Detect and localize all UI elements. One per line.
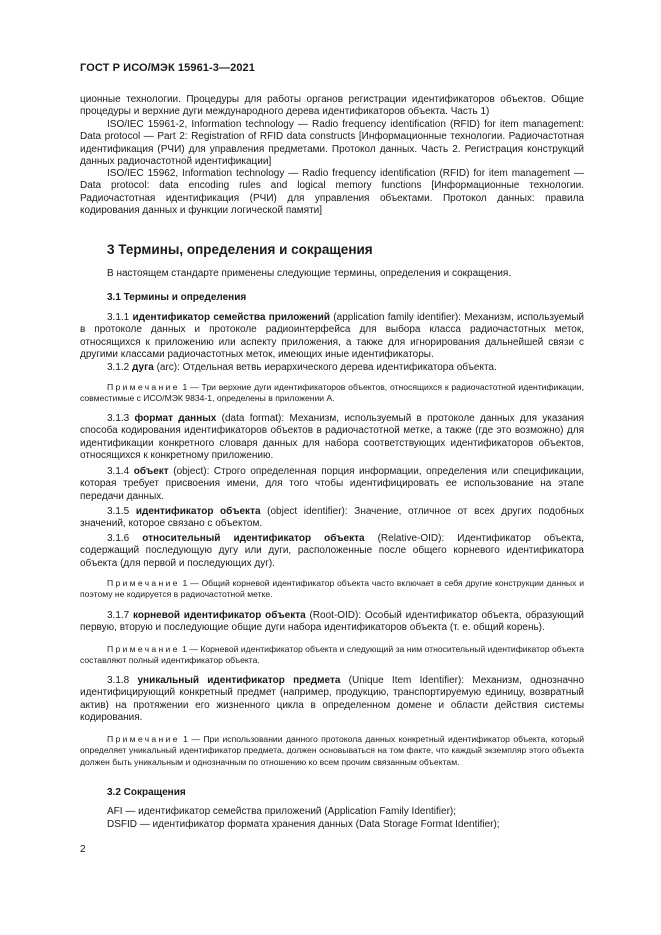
- term-number: 3.1.3: [107, 413, 130, 424]
- term-number: 3.1.2: [107, 362, 130, 373]
- term-name: идентификатор объекта: [135, 506, 261, 517]
- note-label: Примечание: [107, 578, 180, 588]
- term-3-1-3: [80, 413, 584, 462]
- note-label: Примечание: [107, 734, 180, 744]
- term-3-1-8: [80, 675, 584, 724]
- term-definition: (object identifier): Значение, отличное от всех других подобных значений, которое связано с объектом.: [80, 506, 584, 530]
- abbreviation-afi: AFI — идентификатор семейства приложений (Application Family Identifier);: [107, 806, 457, 817]
- term-definition: (arc): Отдельная ветвь иерархического дерева идентификатора объекта.: [153, 362, 497, 373]
- note-3-1-8: [80, 734, 584, 768]
- term-number: 3.1.1: [107, 312, 130, 323]
- page-number: 2: [80, 844, 86, 855]
- abbreviation-dsfid: DSFID — идентификатор формата хранения данных (Data Storage Format Identifier);: [107, 819, 500, 830]
- note-text: 1 — Общий корневой идентификатор объекта часто включает в себя другие конструкции данных и поэтому не кодируется в радиочастотной метке.: [80, 578, 584, 600]
- term-name: дуга: [132, 362, 154, 373]
- note-text: 1 — Три верхние дуги идентификаторов объектов, относящихся к радиочастотной идентификации, совместимые с ИСО/МЭК 9834-1, определены в приложении А.: [80, 382, 584, 404]
- term-3-1-2: [80, 362, 584, 374]
- term-name: относительный идентификатор объекта: [142, 533, 365, 544]
- term-number: 3.1.5: [107, 506, 130, 517]
- subsection-3-1-title: 3.1 Термины и определения: [107, 292, 247, 303]
- note-text: 1 — Корневой идентификатор объекта и следующий за ним относительный идентификатор объекта составляют полный идентификатор объекта.: [80, 644, 584, 666]
- subsection-3-2-title: 3.2 Сокращения: [107, 787, 186, 798]
- note-3-1-7: [80, 644, 584, 667]
- note-label: Примечание: [107, 382, 180, 392]
- term-definition: (Relative-OID): Идентификатор объекта, содержащий последующую дугу или дуги, расположенные после общего корневого идентификатора объекта (для первой и последующих дуг).: [80, 533, 584, 569]
- term-definition: (object): Строго определенная порция информации, определения или спецификации, которая требует присвоения имени, для того чтобы идентифицировать ее использование на этапе передачи данных.: [80, 466, 584, 502]
- term-definition: (Unique Item Identifier): Механизм, однозначно идентифицирующий конкретный предмет (например, продукцию, транспортируемую единицу, возвратный актив) на протяжении его жизненного цикла в определенном домене и области действия системы кодирования.: [80, 675, 585, 723]
- term-name: идентификатор семейства приложений: [132, 312, 331, 323]
- term-name: формат данных: [134, 413, 217, 424]
- term-name: корневой идентификатор объекта: [133, 610, 306, 621]
- term-number: 3.1.6: [107, 533, 130, 544]
- standard-header: ГОСТ Р ИСО/МЭК 15961-3—2021: [80, 62, 255, 74]
- note-text: 1 — При использовании данного протокола данных конкретный идентификатор объекта, который определяет уникальный идентификатор предмета, должен основываться на том факте, что каждый экземпляр этого объекта должен быть уникальным и однозначным по отношению ко всем прочим связанным объектам.: [80, 734, 584, 767]
- note-label: Примечание: [107, 644, 180, 654]
- term-3-1-5: [80, 506, 584, 531]
- term-name: уникальный идентификатор предмета: [137, 675, 341, 686]
- reference-iso-15961-2: ISO/IEC 15961-2, Information technology — Radio frequency identification (RFID) for item management: Data protocol — Part 2: Registration of RFID data constructs [Информационные технологии. Радиочастотная идентификация (РЧИ) для управления предметами. Протокол данных. Часть 2. Регистрация конструкций данных радиочастотной идентификации]: [80, 119, 584, 167]
- term-number: 3.1.7: [107, 610, 130, 621]
- reference-continuation: ционные технологии. Процедуры для работы органов регистрации идентификаторов объектов. Общие процедуры и верхние дуги международного дерева идентификаторов объекта. Часть 1): [80, 94, 584, 118]
- reference-iso-15962: ISO/IEC 15962, Information technology — Radio frequency identification (RFID) for item management — Data protocol: data encoding rules and logical memory functions [Информационные технологии. Радиочастотная идентификация (РЧИ) для управления объектами. Протокол данных: правила кодирования данных и функции логической памяти]: [80, 168, 584, 216]
- section-3-intro: В настоящем стандарте применены следующие термины, определения и сокращения.: [107, 268, 512, 279]
- note-3-1-2: [80, 382, 584, 405]
- term-definition: (application family identifier): Механизм, используемый в протоколе данных и протоколе радиоинтерфейса для выбора класса радиочастотных меток, относящихся к приложению или аспекту приложения, а также для игнорирования дальнейшей связи с другими классами радиочастотных меток, имеющих иные идентификаторы.: [80, 312, 584, 360]
- term-definition: (data format): Механизм, используемый в протоколе данных для указания способа кодирования идентификаторов объектов в радиочастотной метке, а также (где это возможно) для идентификации конкретного словаря данных для набора соответствующих идентификаторов объектов, относящихся к конкретному приложению.: [80, 413, 585, 461]
- term-3-1-4: [80, 466, 584, 503]
- term-number: 3.1.4: [107, 466, 130, 477]
- term-name: объект: [133, 466, 169, 477]
- section-3-title: 3 Термины, определения и сокращения: [107, 242, 373, 257]
- term-3-1-6: [80, 533, 584, 570]
- term-number: 3.1.8: [107, 675, 130, 686]
- term-3-1-1: [80, 312, 584, 361]
- note-3-1-6: [80, 578, 584, 601]
- term-definition: (Root-OID): Особый идентификатор объекта, образующий первую, вторую и последующие общие дуги набора идентификаторов объекта (т. е. общий корень).: [80, 610, 584, 634]
- term-3-1-7: [80, 610, 584, 635]
